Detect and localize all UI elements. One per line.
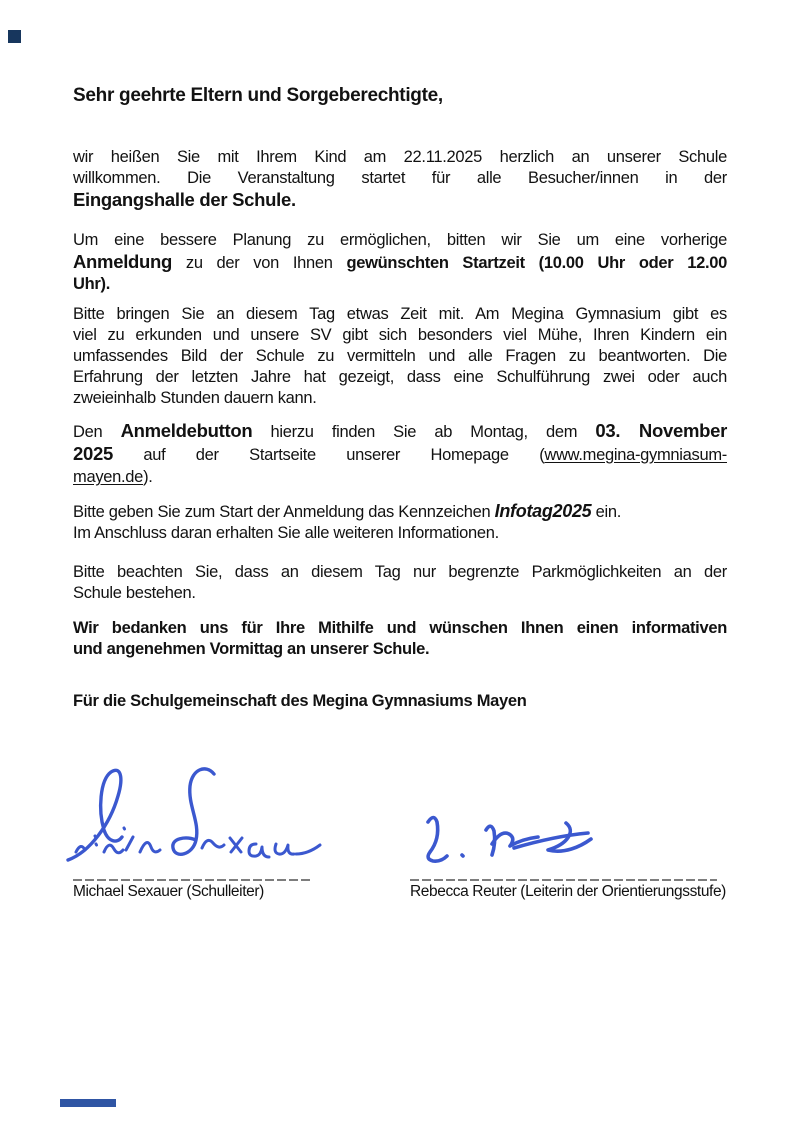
emphasis-date: 03. November <box>595 420 727 441</box>
text-line: Wir bedanken uns für Ihre Mithilfe und wünschen Ihnen einen informativen <box>73 619 727 637</box>
signature-line-left <box>73 879 311 881</box>
signature-michael-sexauer <box>62 760 324 872</box>
homepage-link-cont[interactable]: mayen.de <box>73 468 144 486</box>
paragraph-parking <box>73 562 727 604</box>
text-line: wir heißen Sie mit Ihrem Kind am 22.11.2025 herzlich an unserer Schule <box>73 148 727 166</box>
text-segment: ). <box>143 468 153 486</box>
signature-line-right <box>410 879 717 881</box>
emphasis-anmeldung: Anmeldung <box>73 251 173 272</box>
text-line: zweieinhalb Stunden dauern kann. <box>73 389 317 407</box>
text-line: Bitte bringen Sie an diesem Tag etwas Zeit mit. Am Megina Gymnasium gibt es <box>73 305 727 323</box>
text-segment: zu der von Ihnen <box>172 254 347 272</box>
paragraph-closing <box>73 691 727 712</box>
signature-rebecca-reuter <box>416 806 606 868</box>
salutation: Sehr geehrte Eltern und Sorgeberechtigte, <box>73 85 443 106</box>
text-segment: hierzu finden Sie ab Montag, dem <box>252 423 596 441</box>
letterhead-remnant-mark <box>8 30 21 43</box>
text-line <box>73 274 727 295</box>
paragraph-code <box>73 501 727 544</box>
text-segment: ein. <box>591 503 622 521</box>
text-line: Um eine bessere Planung zu ermöglichen, bitten wir Sie um eine vorherige <box>73 231 727 249</box>
emphasis-start-time-cont: Uhr). <box>73 275 110 293</box>
text-line <box>73 443 727 466</box>
emphasis-date-year: 2025 <box>73 443 113 464</box>
text-line: umfassendes Bild der Schule zu vermitteln und alle Fragen zu beantworten. Die <box>73 347 727 365</box>
text-line: Für die Schulgemeinschaft des Megina Gymnasiums Mayen <box>73 692 527 710</box>
text-line: Erfahrung der letzten Jahre hat gezeigt, dass eine Schulführung zwei oder auch <box>73 368 727 386</box>
text-segment: Den <box>73 423 121 441</box>
text-line <box>73 466 727 488</box>
text-segment: Bitte geben Sie zum Start der Anmeldung das Kennzeichen <box>73 503 495 521</box>
text-line: Bitte beachten Sie, dass an diesem Tag nur begrenzte Parkmöglichkeiten an der <box>73 563 727 581</box>
signature-caption-orientierungsstufe: Rebecca Reuter (Leiterin der Orientierungsstufe) <box>410 883 726 900</box>
emphasis-start-time: gewünschten Startzeit (10.00 Uhr oder 12.00 <box>346 254 727 272</box>
emphasis-anmeldebutton: Anmeldebutton <box>120 420 253 441</box>
text-line <box>73 501 727 523</box>
signature-caption-schulleiter: Michael Sexauer (Schulleiter) <box>73 883 264 900</box>
footer-remnant-mark <box>60 1099 116 1107</box>
text-line <box>73 251 727 274</box>
text-line: viel zu erkunden und unsere SV gibt sich besonders viel Mühe, Ihren Kindern ein <box>73 326 727 344</box>
text-line: willkommen. Die Veranstaltung startet für alle Besucher/innen in der <box>73 169 727 187</box>
paragraph-registration <box>73 230 727 295</box>
emphasis-entrance-hall: Eingangshalle der Schule. <box>73 189 296 210</box>
paragraph-visit-info <box>73 304 727 409</box>
text-line: Schule bestehen. <box>73 584 196 602</box>
text-segment: auf der Startseite unserer Homepage ( <box>112 446 545 464</box>
paragraph-homepage <box>73 420 727 488</box>
text-line: Im Anschluss daran erhalten Sie alle weiteren Informationen. <box>73 524 499 542</box>
text-line <box>73 189 727 212</box>
text-line <box>73 420 727 443</box>
paragraph-thanks <box>73 618 727 660</box>
emphasis-code-infotag2025: Infotag2025 <box>494 501 592 521</box>
homepage-link[interactable]: www.megina-gymniasum- <box>544 446 727 464</box>
paragraph-welcome <box>73 147 727 212</box>
text-line: und angenehmen Vormittag an unserer Schule. <box>73 640 430 658</box>
